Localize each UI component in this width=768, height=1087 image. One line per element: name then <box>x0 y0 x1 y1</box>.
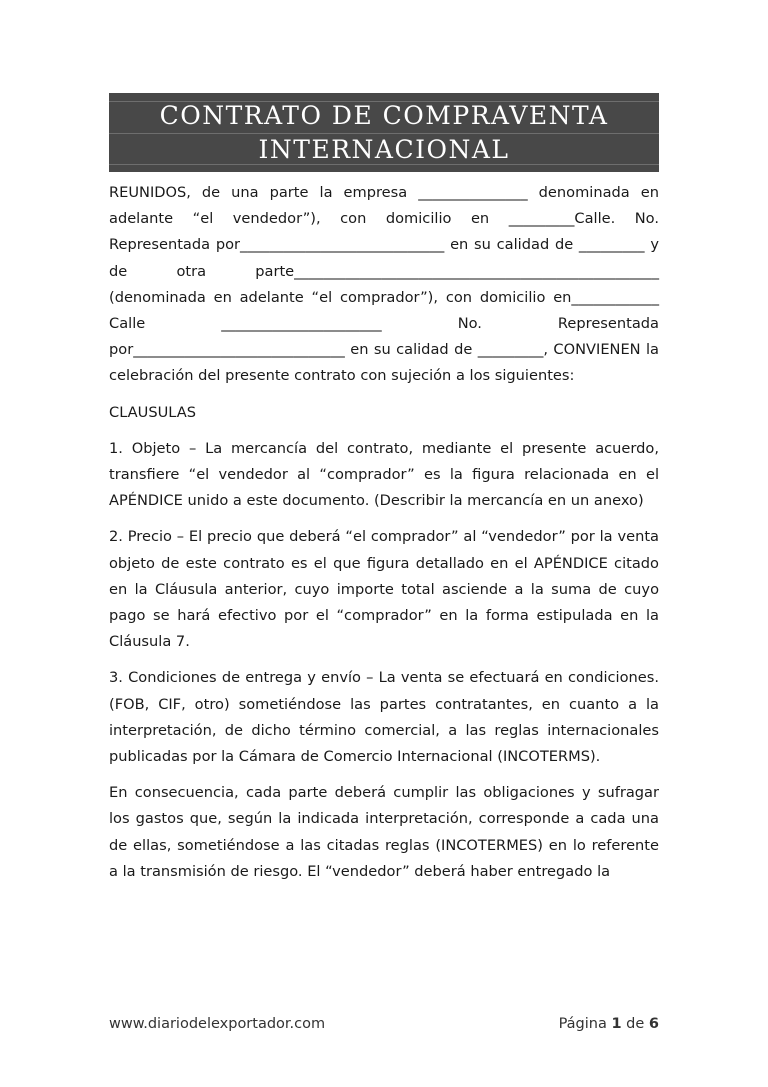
footer-website: www.diariodelexportador.com <box>109 1016 326 1032</box>
document-title-banner <box>109 93 659 172</box>
page-footer <box>109 1016 659 1032</box>
footer-page-total: 6 <box>648 1016 659 1032</box>
paragraph-clause-2: 2. Precio – El precio que deberá “el comprador” al “vendedor” por la venta objeto de este contrato es el que figura detallado en el APÉNDICE citado en la Cláusula anterior, cuyo importe total asciende a la suma de cuyo pago se hará efectivo por el “comprador” en la forma estipulada en la Cláusula 7. <box>109 528 659 651</box>
paragraph-clause-1: 1. Objeto – La mercancía del contrato, mediante el presente acuerdo, transfiere “el vendedor al “comprador” es la figura relacionada en el APÉNDICE unido a este documento. (Describir la mercancía en un anexo) <box>109 439 659 510</box>
footer-page-number <box>559 1016 659 1032</box>
footer-page-of: de <box>626 1016 645 1032</box>
paragraph-clausulas-heading: CLAUSULAS <box>109 403 196 421</box>
paragraph-parties: REUNIDOS, de una parte la empresa _______________ denominada en adelante “el vendedor”), con domicilio en _________Calle. No. Representada por____________________________ en su calidad de _________ y de otra parte__________________________________________________ (denominada en adelante “el comprador”), con domicilio en____________ Calle ______________________ No. Representada por_____________________________ en su calidad de _________, CONVIENEN la celebración del presente contrato con sujeción a los siguientes: <box>109 184 659 385</box>
title-line-2: INTERNACIONAL <box>258 134 510 164</box>
paragraph-consequence: En consecuencia, cada parte deberá cumplir las obligaciones y sufragar los gastos que, según la indicada interpretación, corresponde a cada una de ellas, sometiéndose a las citadas reglas (INCOTERMES) en lo referente a la transmisión de riesgo. El “vendedor” deberá haber entregado la <box>109 784 659 880</box>
footer-page-label: Página <box>558 1016 607 1032</box>
contract-body <box>109 180 659 895</box>
title-line-1: CONTRATO DE COMPRAVENTA <box>159 100 609 130</box>
footer-page-current: 1 <box>611 1016 622 1032</box>
paragraph-clause-3: 3. Condiciones de entrega y envío – La venta se efectuará en condiciones. (FOB, CIF, otro) sometiéndose las partes contratantes, en cuanto a la interpretación, de dicho término comercial, a las reglas internacionales publicadas por la Cámara de Comercio Internacional (INCOTERMS). <box>109 669 659 766</box>
